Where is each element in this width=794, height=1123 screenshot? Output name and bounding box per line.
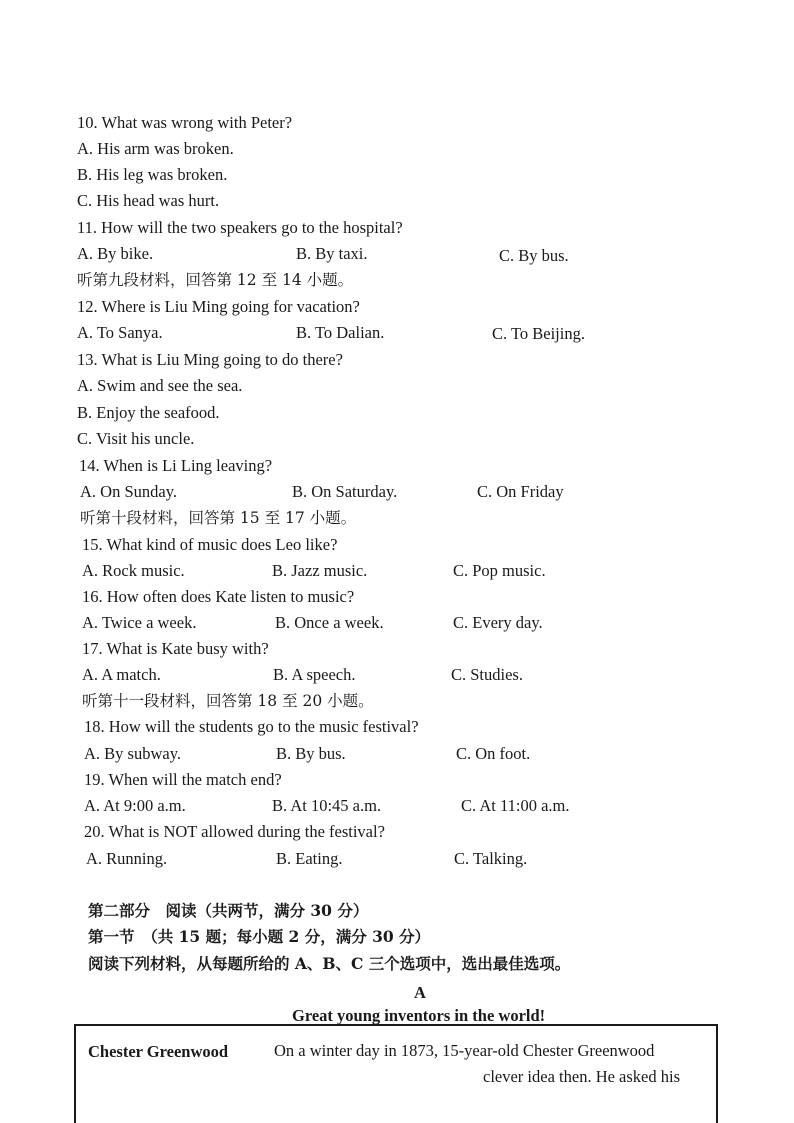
- question-20-option-c: C. Talking.: [454, 849, 528, 868]
- question-18-option-c: C. On foot.: [456, 744, 531, 763]
- question-13-option-a: A. Swim and see the sea.: [77, 376, 243, 395]
- question-12-option-a: A. To Sanya.: [77, 323, 163, 342]
- question-13-stem: 13. What is Liu Ming going to do there?: [77, 350, 343, 369]
- part-2-section-1-heading: 第一节 （共 15 题；每小题 2 分，满分 30 分）: [88, 927, 431, 946]
- question-16-option-c: C. Every day.: [453, 613, 543, 632]
- question-11-option-c: C. By bus.: [499, 246, 569, 265]
- question-14-option-a: A. On Sunday.: [80, 482, 178, 501]
- part-2-heading: 第二部分 阅读（共两节，满分 30 分）: [88, 901, 369, 920]
- question-15-stem: 15. What kind of music does Leo like?: [82, 535, 338, 554]
- question-17-option-a: A. A match.: [82, 665, 161, 684]
- question-12-option-c: C. To Beijing.: [492, 324, 585, 343]
- question-15-option-c: C. Pop music.: [453, 561, 546, 580]
- question-17-option-c: C. Studies.: [451, 665, 523, 684]
- question-18-option-b: B. By bus.: [276, 744, 346, 763]
- question-14-option-c: C. On Friday: [477, 482, 564, 501]
- question-11-option-b: B. By taxi.: [296, 244, 368, 263]
- listening-section-9-instruction: 听第九段材料，回答第 12 至 14 小题。: [77, 271, 354, 289]
- question-19-stem: 19. When will the match end?: [84, 770, 282, 789]
- question-16-option-a: A. Twice a week.: [82, 613, 197, 632]
- question-15-option-a: A. Rock music.: [82, 561, 185, 580]
- passage-line-1: On a winter day in 1873, 15-year-old Chester Greenwood: [274, 1041, 655, 1060]
- passage-title: Great young inventors in the world!: [292, 1006, 546, 1025]
- passage-table: [74, 1024, 718, 1123]
- question-20-option-b: B. Eating.: [276, 849, 343, 868]
- question-10-option-b: B. His leg was broken.: [77, 165, 228, 184]
- question-10-option-a: A. His arm was broken.: [77, 139, 234, 158]
- question-17-option-b: B. A speech.: [273, 665, 356, 684]
- question-12-option-b: B. To Dalian.: [296, 323, 385, 342]
- question-10-stem: 10. What was wrong with Peter?: [77, 113, 293, 132]
- question-10-option-c: C. His head was hurt.: [77, 191, 220, 210]
- question-16-option-b: B. Once a week.: [275, 613, 384, 632]
- question-14-stem: 14. When is Li Ling leaving?: [79, 456, 273, 475]
- question-14-option-b: B. On Saturday.: [292, 482, 398, 501]
- passage-letter: A: [414, 983, 426, 1002]
- question-11-option-a: A. By bike.: [77, 244, 154, 263]
- question-18-option-a: A. By subway.: [84, 744, 182, 763]
- question-19-option-a: A. At 9:00 a.m.: [84, 796, 186, 815]
- question-11-stem: 11. How will the two speakers go to the hospital?: [77, 218, 403, 237]
- passage-line-2: clever idea then. He asked his: [483, 1067, 681, 1086]
- part-2-instruction: 阅读下列材料，从每题所给的 A、B、C 三个选项中，选出最佳选项。: [88, 954, 571, 973]
- question-15-option-b: B. Jazz music.: [272, 561, 368, 580]
- listening-section-11-instruction: 听第十一段材料，回答第 18 至 20 小题。: [82, 692, 374, 710]
- question-16-stem: 16. How often does Kate listen to music?: [82, 587, 355, 606]
- question-17-stem: 17. What is Kate busy with?: [82, 639, 269, 658]
- question-19-option-c: C. At 11:00 a.m.: [461, 796, 570, 815]
- question-13-option-b: B. Enjoy the seafood.: [77, 403, 220, 422]
- question-13-option-c: C. Visit his uncle.: [77, 429, 195, 448]
- question-19-option-b: B. At 10:45 a.m.: [272, 796, 382, 815]
- inventor-name: Chester Greenwood: [88, 1042, 229, 1061]
- question-20-option-a: A. Running.: [86, 849, 168, 868]
- question-20-stem: 20. What is NOT allowed during the festival?: [84, 822, 385, 841]
- question-18-stem: 18. How will the students go to the music festival?: [84, 717, 419, 736]
- question-12-stem: 12. Where is Liu Ming going for vacation?: [77, 297, 360, 316]
- listening-section-10-instruction: 听第十段材料，回答第 15 至 17 小题。: [80, 509, 357, 527]
